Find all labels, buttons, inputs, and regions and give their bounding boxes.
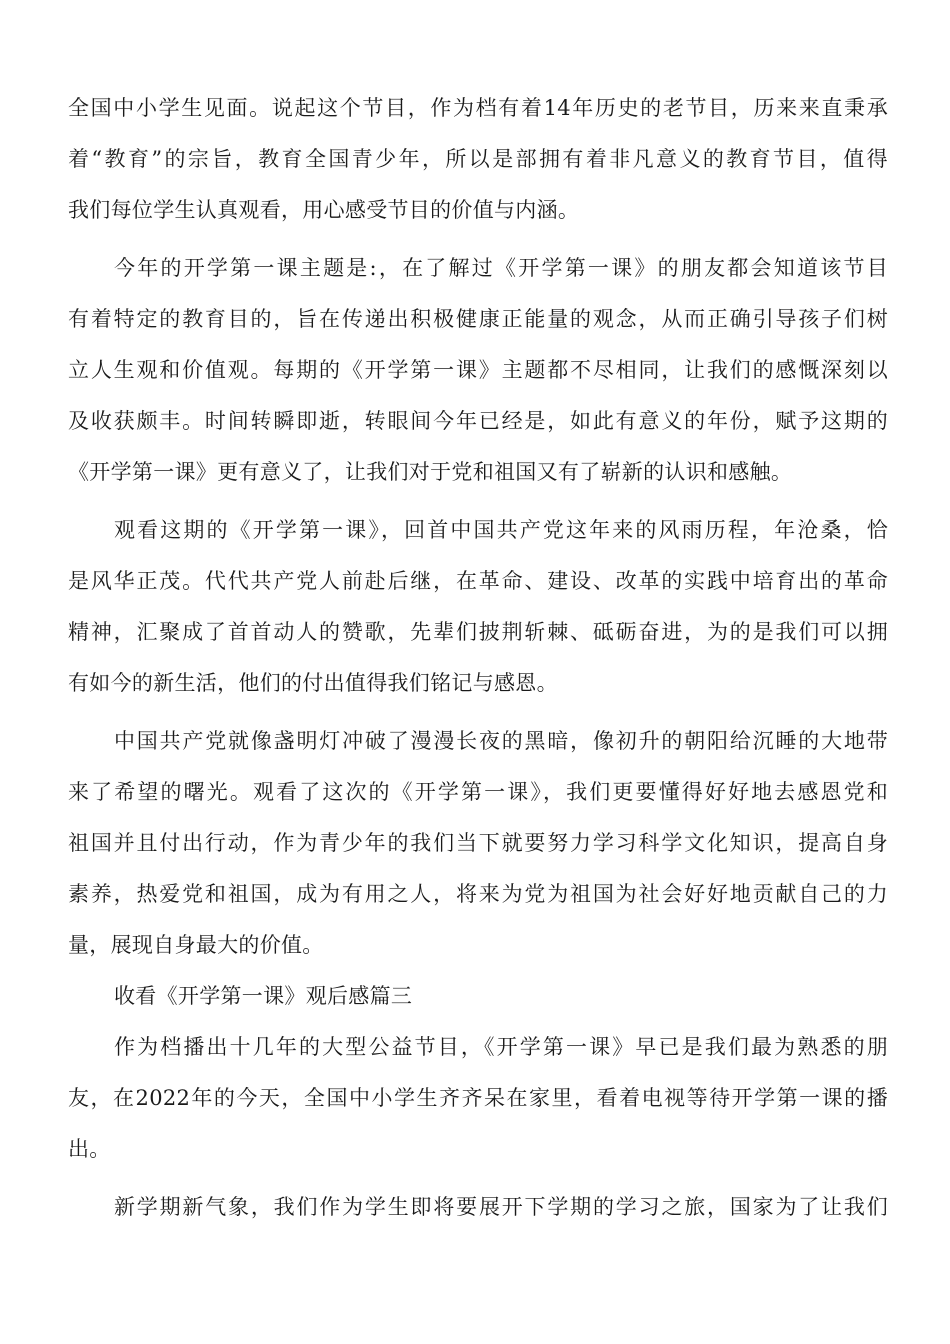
paragraph <box>68 515 888 719</box>
paragraph <box>68 93 888 246</box>
text-line: 友，在2022年的今天，全国中小学生齐齐呆在家里，看着电视等待开学第一课的播 <box>68 1086 888 1110</box>
text-line: 素养，热爱党和祖国，成为有用之人，将来为党为祖国为社会好好地贡献自己的力 <box>68 882 888 906</box>
text-line: 有着特定的教育目的，旨在传递出积极健康正能量的观念，从而正确引导孩子们树 <box>68 307 888 331</box>
heading-text: 收看《开学第一课》观后感篇三 <box>114 984 413 1008</box>
text-line: 《开学第一课》更有意义了，让我们对于党和祖国又有了崭新的认识和感触。 <box>68 460 793 484</box>
text-line: 观看这期的《开学第一课》，回首中国共产党这年来的风雨历程，年沧桑，恰 <box>114 518 888 542</box>
text-line: 来了希望的曙光。观看了这次的《开学第一课》，我们更要懂得好好地去感恩党和 <box>68 780 888 804</box>
text-line: 中国共产党就像盏明灯冲破了漫漫长夜的黑暗，像初升的朝阳给沉睡的大地带 <box>114 729 888 753</box>
text-line: 着“教育”的宗旨，教育全国青少年，所以是部拥有着非凡意义的教育节目，值得 <box>68 147 888 171</box>
text-line: 及收获颇丰。时间转瞬即逝，转眼间今年已经是，如此有意义的年份，赋予这期的 <box>68 409 888 433</box>
text-line: 有如今的新生活，他们的付出值得我们铭记与感恩。 <box>68 671 558 695</box>
text-line: 全国中小学生见面。说起这个节目，作为档有着14年历史的老节目，历来来直秉承 <box>68 96 888 120</box>
paragraph <box>68 1192 888 1243</box>
text-line: 出。 <box>68 1137 111 1161</box>
paragraph <box>68 1032 888 1185</box>
document-body <box>68 93 888 1243</box>
text-line: 精神，汇聚成了首首动人的赞歌，先辈们披荆斩棘、砥砺奋进，为的是我们可以拥 <box>68 620 888 644</box>
section-heading <box>68 981 888 1032</box>
text-line: 量，展现自身最大的价值。 <box>68 933 324 957</box>
paragraph <box>68 726 888 981</box>
text-line: 我们每位学生认真观看，用心感受节目的价值与内涵。 <box>68 198 580 222</box>
paragraph <box>68 253 888 508</box>
text-line: 作为档播出十几年的大型公益节目，《开学第一课》早已是我们最为熟悉的朋 <box>114 1035 888 1059</box>
text-line: 新学期新气象，我们作为学生即将要展开下学期的学习之旅，国家为了让我们 <box>114 1195 888 1219</box>
text-line: 立人生观和价值观。每期的《开学第一课》主题都不尽相同，让我们的感慨深刻以 <box>68 358 888 382</box>
text-line: 是风华正茂。代代共产党人前赴后继，在革命、建设、改革的实践中培育出的革命 <box>68 569 888 593</box>
text-line: 今年的开学第一课主题是:，在了解过《开学第一课》的朋友都会知道该节目 <box>114 256 888 280</box>
text-line: 祖国并且付出行动，作为青少年的我们当下就要努力学习科学文化知识，提高自身 <box>68 831 888 855</box>
